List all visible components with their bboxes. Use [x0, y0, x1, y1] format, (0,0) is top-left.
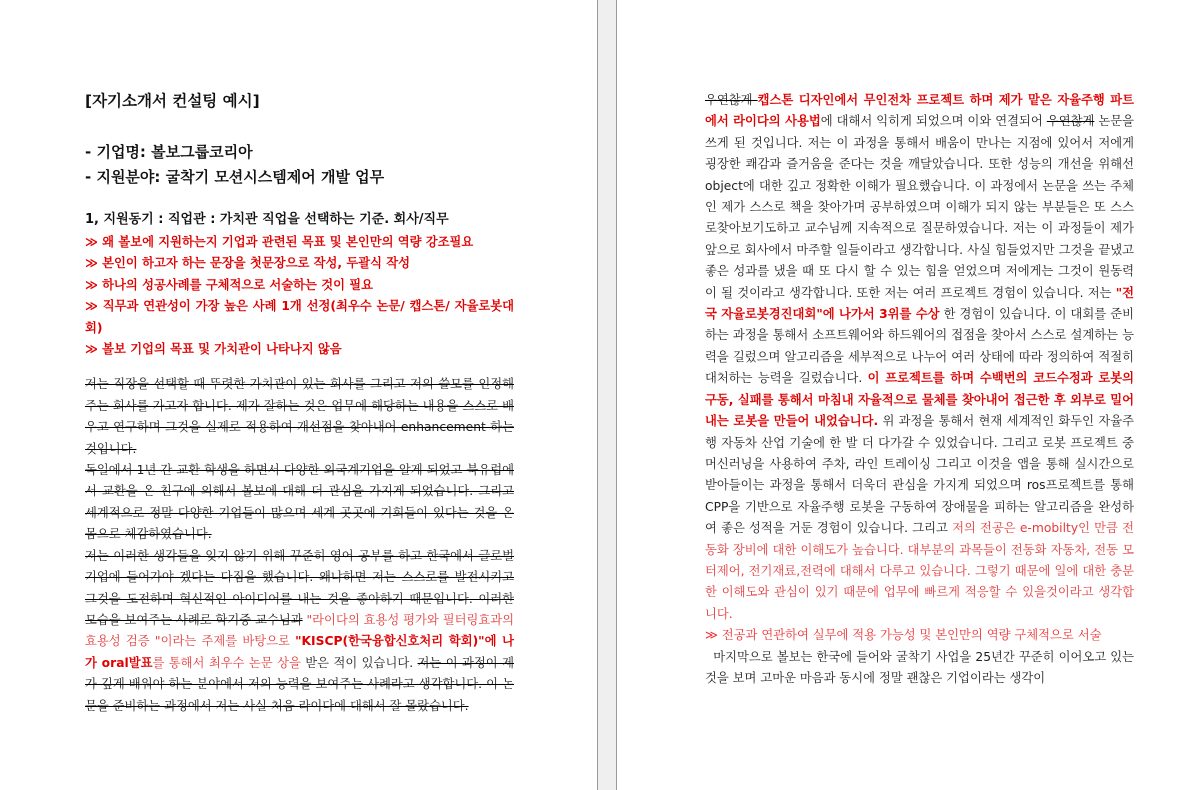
deleted-text: 우연찮게 — [1046, 114, 1095, 129]
highlighted-text: 저의 전공은 e-mobilty인 만큼 전동화 장비에 대한 이해도가 높습니다. 대부분의 과목들이 전동화 자동차, 전동 모터제어, 전기재료,전력에 대해서 다루고 있습니다. 그렇기 때문에 일에 대한 충분한 이해도와 관심이 있기 때문에 업무에 빠르게 적응할 수 있을것이라고 생각합니다. — [705, 521, 1134, 621]
section-heading-motivation: 1, 지원동기 : 직업관 : 가치관 직업을 선택하는 기준. 회사/직무 — [85, 212, 449, 227]
highlighted-text: 를 통해서 최우수 논문 상을 — [152, 655, 301, 670]
closing-paragraph: 마지막으로 볼보는 한국에 들어와 굴착기 사업을 25년간 꾸준히 이어오고 있는 것을 보며 고마운 마음과 동시에 정말 괜찮은 기업이라는 생각이 — [705, 649, 1138, 685]
consulting-tip: ≫ 볼보 기업의 목표 및 가치관이 나타나지 않음 — [85, 342, 342, 357]
body-text: 받은 적이 있습니다. — [300, 655, 418, 670]
consulting-tip: ≫ 전공과 연관하여 실무에 적용 가능성 및 본인만의 역량 구체적으로 서술 — [705, 628, 1102, 643]
deleted-text: 우연찮게 — [705, 93, 758, 107]
page-left-content — [85, 88, 514, 717]
deleted-text: 저는 이러한 생각들을 잊지 않기 위해 꾸준히 영어 공부를 하고 한국에서 글로벌 기업에 들어가야 겠다는 다짐을 했습니다. 왜냐하면 저는 스스로를 발전시키고 그것을 도전하며 혁신적인 아이디어를 내는 것을 좋아하기 때문입니다. 이러한 모습을 보여주는 사례로 학기중 교수님과 — [85, 548, 514, 627]
struck-paragraph — [85, 460, 514, 546]
emphasized-text: 캡스톤 디자인에서 무인전차 프로젝트 하며 제가 맡은 자율주행 파트에서 라이다의 사용법 — [705, 93, 1134, 129]
document-title: [자기소개서 컨설팅 예시] — [85, 92, 260, 110]
consulting-tip: ≫ 본인이 하고자 하는 문장을 첫문장으로 작성, 두괄식 작성 — [85, 256, 411, 271]
job-info — [85, 140, 514, 190]
document-page-right — [617, 0, 1191, 790]
emphasized-text: "전국 자율로봇경진대회"에 나가서 3위를 수상 — [705, 285, 1134, 322]
company-name-line: - 기업명: 볼보그룹코리아 — [85, 143, 253, 161]
struck-paragraph — [85, 374, 514, 460]
page-gutter — [597, 0, 617, 790]
body-text: 논문을 쓰게 된 것입니다. 저는 이 과정을 통해서 배움이 만나는 지점에 있어서 저에게 굉장한 쾌감과 즐거움을 준다는 것을 깨달았습니다. 또한 성능의 개선을 위해선 object에 대한 깊고 정확한 이해가 필요했습니다. 이 과정에서 논문을 쓰는 주체인 제가 스스로 책을 찾아가며 공부하였으며 이해가 되지 않는 부분들은 또 스스로찾아보기도하고 교수님께 지속적으로 질문하였습니다. 저는 이 과정들이 제가 앞으로 회사에서 마주할 일들이라고 생각합니다. 사실 힘들었지만 그것을 끝냈고 좋은 성과를 냈을 때 또 다시 할 수 있는 힘을 얻었으며 저에게는 그것이 원동력이 될 것이라고 생각합니다. 또한 저는 여러 프로젝트 경험이 있습니다. 저는 — [705, 114, 1134, 300]
deleted-text: 독일에서 1년 간 교환 학생을 하면서 다양한 외국계기업을 알게 되었고 북유럽에서 교환을 온 친구에 의해서 볼보에 대해 더 관심을 가지게 되었습니다. 그리고 세계적으로 정말 다양한 기업들이 많으며 세계 곳곳에 기회들이 있다는 것을 온몸으로 체감하였습니다. — [85, 463, 514, 542]
mixed-paragraph — [85, 546, 514, 717]
emphasized-text: "KISCP(한국융합신호처리 학회)"에 나가 oral발표 — [85, 634, 514, 670]
body-paragraph — [705, 90, 1134, 625]
emphasized-text: 이 프로젝트를 하며 수백번의 코드수정과 로봇의 구동, 실패를 통해서 마침내 자율적으로 물체를 찾아내어 접근한 후 외부로 밀어내는 로봇을 만들어 내었습니다. — [705, 371, 1134, 429]
body-text: 에 대해서 익히게 되었으며 이와 연결되어 — [820, 114, 1047, 129]
body-text: 위 과정을 통해서 현재 세계적인 화두인 자율주행 자동차 산업 기술에 한 발 더 다가갈 수 있었습니다. 그리고 로봇 프로젝트 중 머신러닝을 사용하여 주차, 라인 트레이싱 그리고 이것을 앱을 통해 실시간으로 받아들이는 과정을 통해서 더욱더 관심을 가지게 되었으며 ros프로젝트를 통해 CPP을 기반으로 자율주행 로봇을 구동하여 장애물을 피하는 알고리즘을 완성하여 좋은 성적을 거둔 경험이 있습니다. 그리고 — [705, 414, 1134, 536]
application-field-line: - 지원분야: 굴착기 모션시스템제어 개발 업무 — [85, 168, 385, 186]
deleted-text: 저는 이 과정이 제가 깊게 배워야 하는 분야에서 저의 능력을 보여주는 사례라고 생각합니다. 이 논문을 준비하는 과정에서 저는 사실 처음 라이다에 대해서 잘 몰랐습니다. — [85, 655, 514, 713]
consulting-tip: ≫ 왜 볼보에 지원하는지 기업과 관련된 목표 및 본인만의 역량 강조필요 — [85, 235, 474, 249]
consulting-tip: ≫ 하나의 성공사례를 구체적으로 서술하는 것이 필요 — [85, 277, 374, 292]
consulting-tip: ≫ 직무과 연관성이 가장 높은 사례 1개 선정(최우수 논문/ 캡스톤/ 자율로봇대회) — [85, 299, 514, 335]
page-right-content — [705, 90, 1138, 689]
deleted-text: 저는 직장을 선택할 때 뚜렷한 가치관이 있는 회사를 그리고 저의 쓸모를 인정해주는 회사를 가고자 합니다. 제가 잘하는 것은 업무에 해당하는 내용을 스스로 배우고 연구하며 그것을 실제로 적용하여 개선점을 찾아내어 enhancement 하는 것입니다. — [85, 377, 514, 456]
highlighted-text: "라이다의 효용성 평가와 필터링효과의 효용성 검증 "이라는 주제를 바탕으로 — [85, 612, 514, 649]
body-text: 한 경험이 있습니다. 이 대회를 준비하는 과정을 통해서 소프트웨어와 하드웨어의 접점을 찾아서 스스로 설계하는 능력을 길렀으며 알고리즘을 세부적으로 나누어 여러 상태에 따라 정의하여 적절히 대처하는 능력을 길렀습니다. — [705, 307, 1134, 386]
